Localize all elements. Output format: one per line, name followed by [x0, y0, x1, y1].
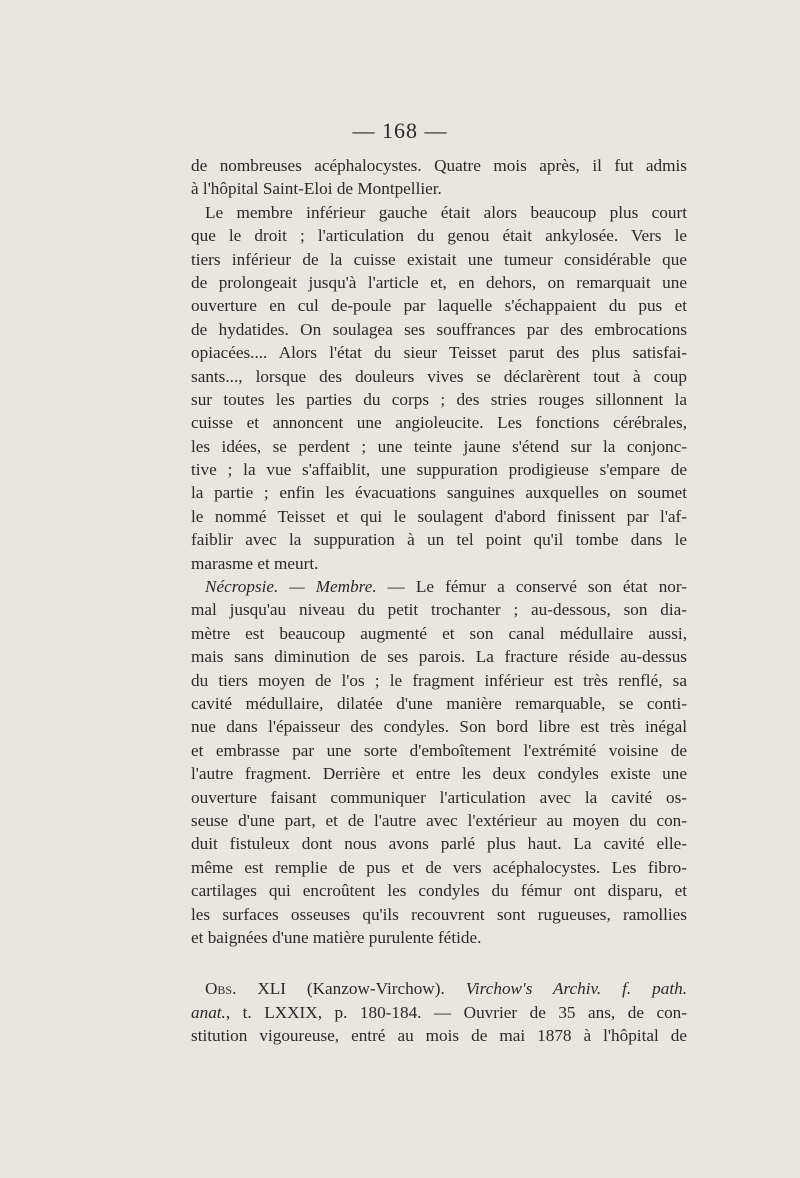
text-line: mètre est beaucoup augmenté et son canal médullaire aussi,: [191, 623, 687, 643]
text-run: — Le fémur a conservé son état nor-: [376, 577, 687, 597]
text-line: seuse d'une part, et de l'autre avec l'extérieur au moyen du con-: [191, 810, 687, 830]
text-line: sur toutes les parties du corps ; des stries rouges sillonnent la: [191, 389, 687, 409]
text-line: faiblir avec la suppuration à un tel point qu'il tombe dans le: [191, 530, 687, 550]
text-line: la partie ; enfin les évacuations sanguines auxquelles on soumet: [191, 483, 687, 503]
text-run: XLI (Kanzow-Virchow).: [236, 979, 466, 999]
text-line: l'autre fragment. Derrière et entre les deux condyles existe une: [191, 764, 687, 784]
text-line: cuisse et annoncent une angioleucite. Les fonctions cérébrales,: [191, 413, 687, 433]
text-line: marasme et meurt.: [191, 553, 319, 573]
text-line: [191, 575, 687, 598]
text-line: mais sans diminution de ses parois. La fracture réside au-dessus: [191, 647, 687, 667]
text-line: duit fistuleux dont nous avons parlé plus haut. La cavité elle-: [191, 834, 687, 854]
text-line: sants..., lorsque des douleurs vives se déclarèrent tout à coup: [191, 366, 687, 386]
journal-title-cont: anat.: [191, 1002, 226, 1022]
text-line: tiers inférieur de la cuisse existait une tumeur considérable que: [191, 249, 687, 269]
paragraph-gap: [191, 949, 687, 977]
page-number: — 168 —: [352, 118, 448, 143]
text-line: opiacées.... Alors l'état du sieur Teisset parut des plus satisfai-: [191, 343, 687, 363]
text-line: Le membre inférieur gauche était alors beaucoup plus court: [205, 202, 687, 222]
text-line: [191, 977, 687, 1000]
journal-title: Virchow's Archiv. f. path.: [465, 979, 687, 999]
text-line: de hydatides. On soulagea ses souffrances par des embrocations: [191, 319, 687, 339]
body-text: [191, 154, 687, 1047]
text-line: les surfaces osseuses qu'ils recouvrent sont rugueuses, ramollies: [191, 904, 687, 924]
text-line: cavité médullaire, dilatée d'une manière remarquable, se conti-: [191, 693, 687, 713]
text-line: de prolongeait jusqu'à l'article et, en dehors, on remarquait une: [191, 272, 687, 292]
text-line: stitution vigoureuse, entré au mois de mai 1878 à l'hôpital de: [191, 1026, 687, 1046]
text-line: ouverture faisant communiquer l'articulation avec la cavité os-: [191, 787, 687, 807]
text-line: de nombreuses acéphalocystes. Quatre mois après, il fut admis: [191, 156, 687, 175]
text-line: et embrasse par une sorte d'emboîtement l'extrémité voisine de: [191, 740, 687, 760]
text-line: mal jusqu'au niveau du petit trochanter ; au-dessous, son dia-: [191, 600, 687, 620]
text-line: le nommé Teisset et qui le soulagent d'abord finissent par l'af-: [191, 506, 687, 526]
text-line: ouverture en cul de-poule par laquelle s'échappaient du pus et: [191, 296, 687, 316]
text-line: les idées, se perdent ; une teinte jaune s'étend sur la conjonc-: [191, 436, 687, 456]
text-line: à l'hôpital Saint-Eloi de Montpellier.: [191, 179, 442, 199]
obs-label: Obs.: [205, 979, 237, 999]
text-line: du tiers moyen de l'os ; le fragment inférieur est très renflé, sa: [191, 670, 687, 690]
text-line: même est remplie de pus et de vers acéphalocystes. Les fibro-: [191, 857, 687, 877]
text-line: et baignées d'une matière purulente fétide.: [191, 927, 482, 947]
text-line: tive ; la vue s'affaiblit, une suppuration prodigieuse s'empare de: [191, 460, 687, 480]
text-run: , t. LXXIX, p. 180-184. — Ouvrier de 35 ans, de con-: [225, 1002, 687, 1022]
text-line: que le droit ; l'articulation du genou était ankylosée. Vers le: [191, 226, 687, 246]
text-line: cartilages qui encroûtent les condyles du fémur ont disparu, et: [191, 881, 687, 901]
text-line: nue dans l'épaisseur des condyles. Son bord libre est très inégal: [191, 717, 687, 737]
section-heading-italic: Nécropsie. — Membre.: [205, 577, 377, 597]
text-line: [191, 1001, 687, 1024]
